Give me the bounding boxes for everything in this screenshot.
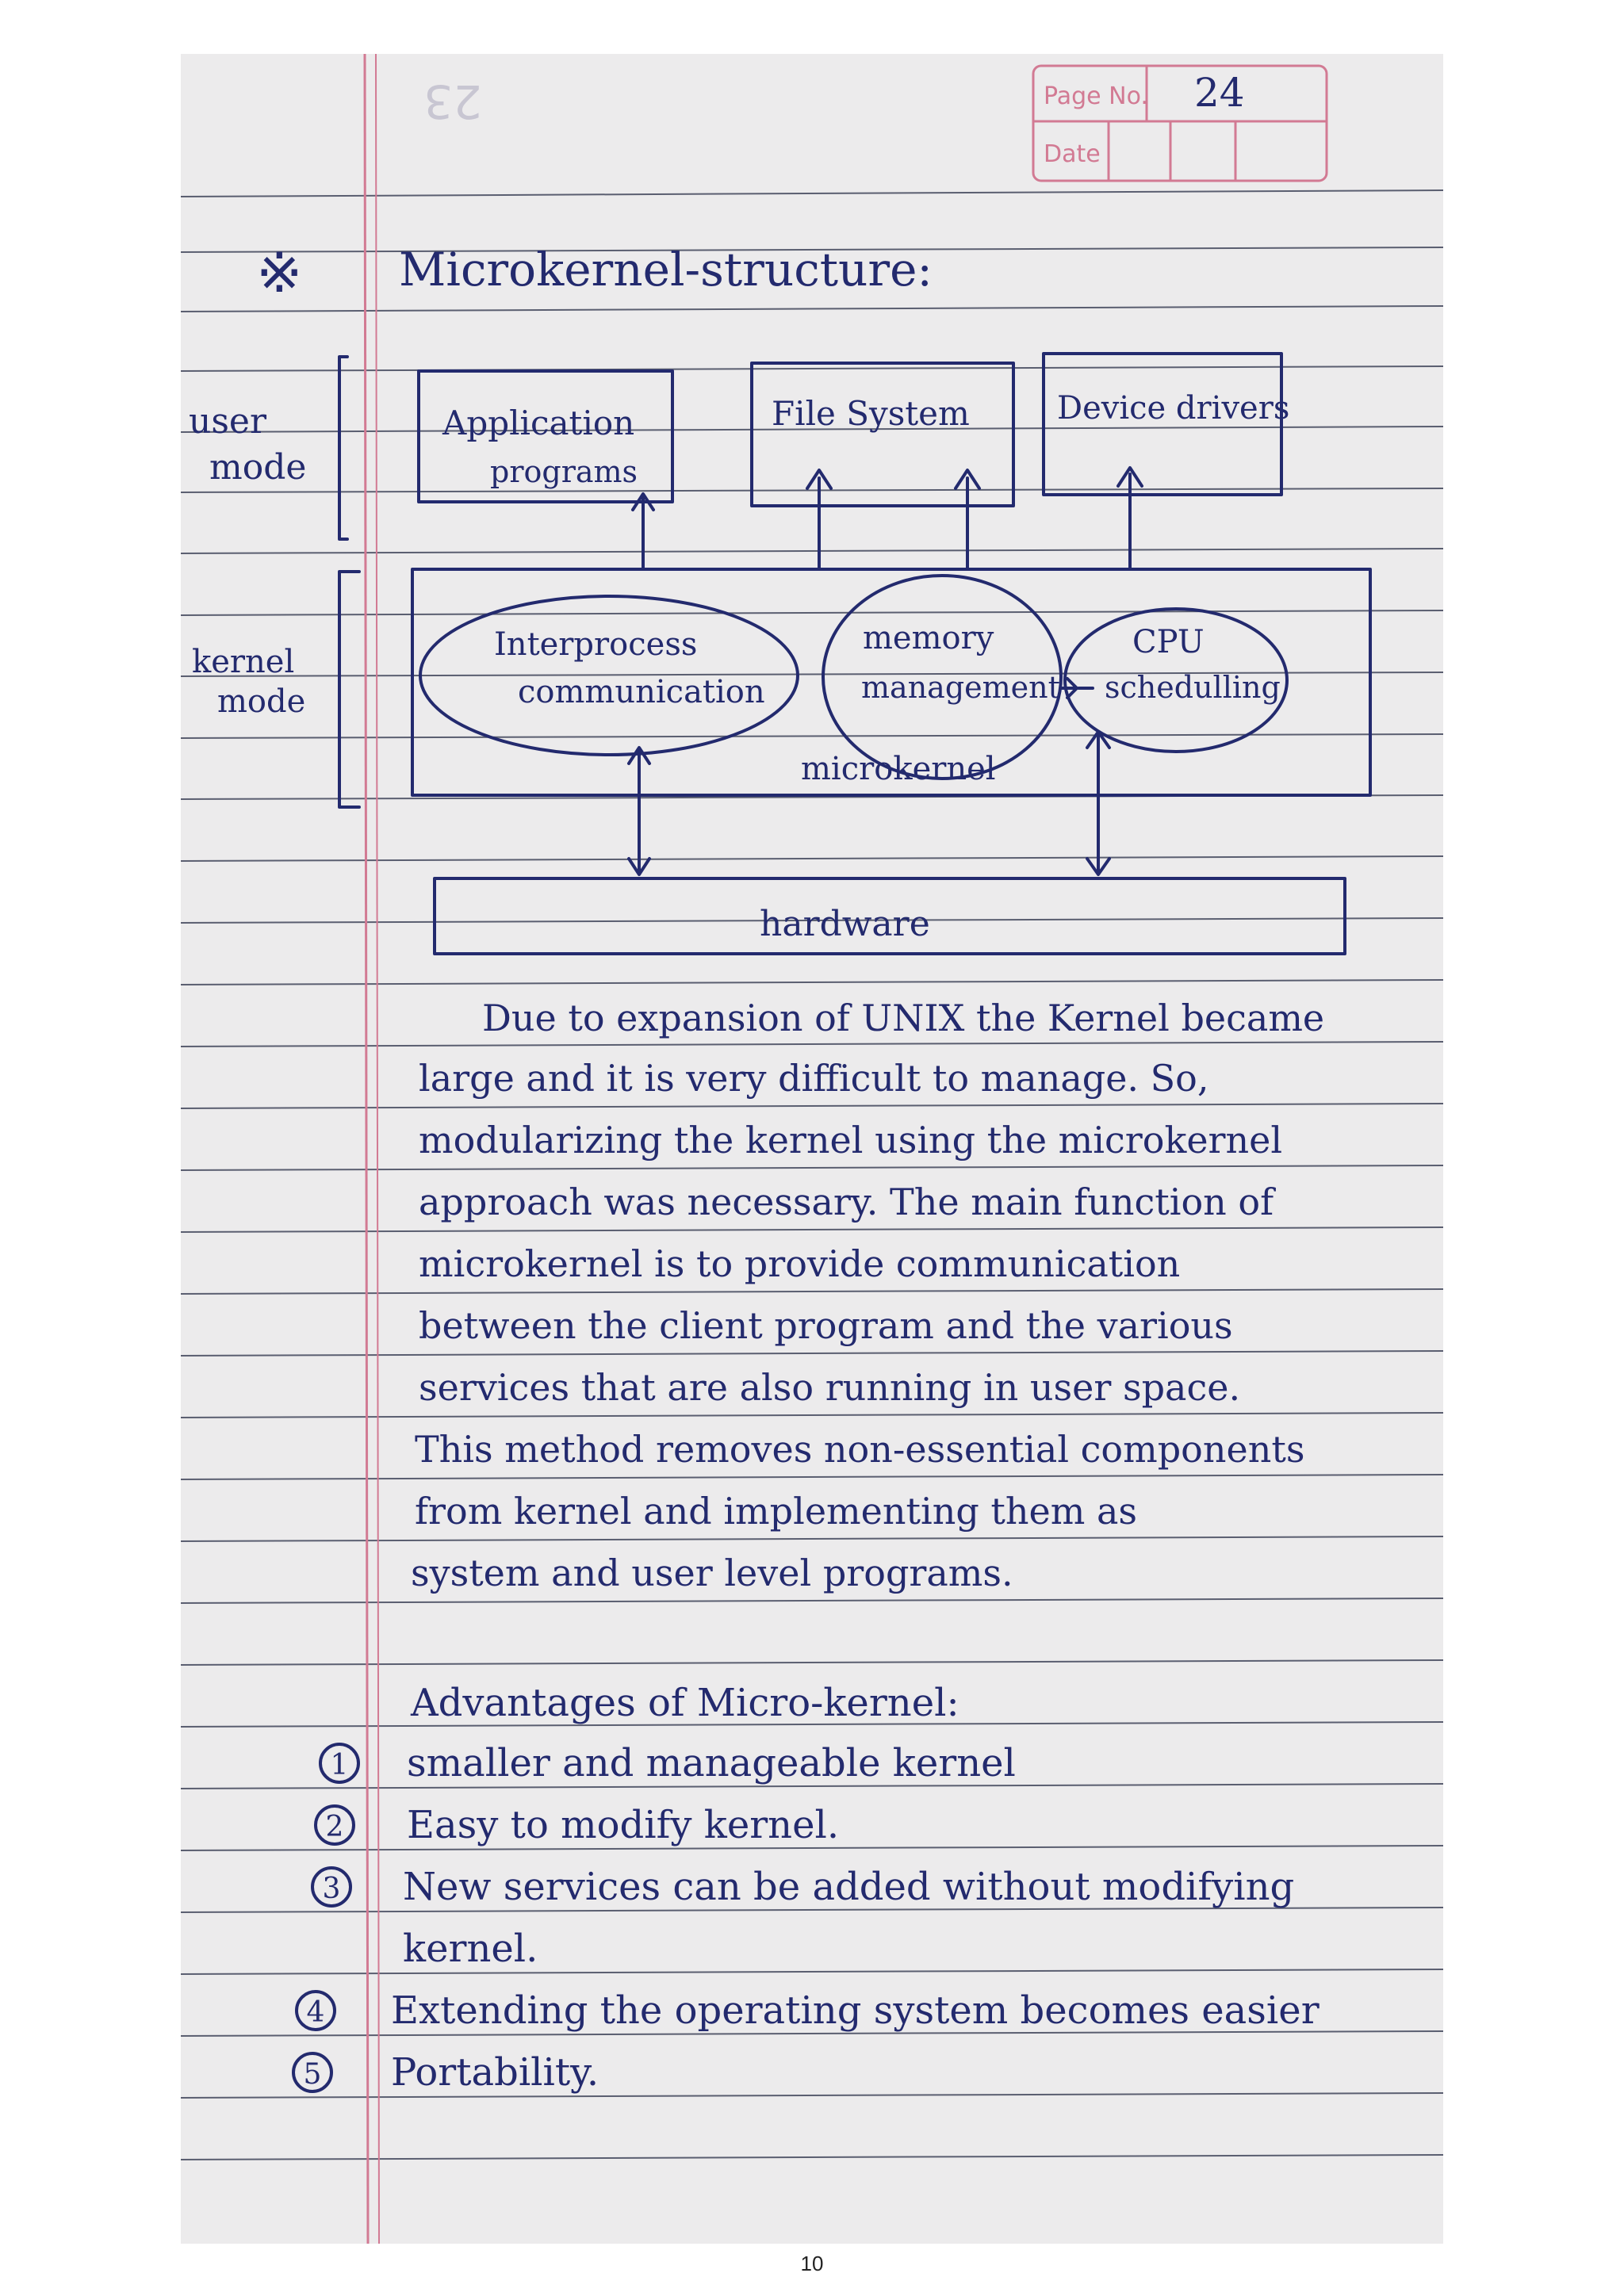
notebook-page-svg — [181, 54, 1443, 2244]
page-date-box — [1033, 66, 1327, 181]
app-box-label-2: programs — [490, 454, 638, 489]
app-box-label-1: Application — [442, 404, 635, 442]
microkernel-label: microkernel — [801, 751, 996, 787]
item-number: 3 — [322, 1873, 341, 1905]
item-number: 4 — [306, 1996, 325, 2029]
ipc-label-2: communication — [518, 674, 765, 710]
advantage-item: Portability. — [391, 2050, 599, 2095]
advantage-item: New services can be added without modifying — [403, 1865, 1295, 1909]
paragraph-line: modularizing the kernel using the microkernel — [419, 1119, 1283, 1161]
page-title: Microkernel-structure: — [399, 243, 933, 297]
advantages-title: Advantages of Micro-kernel: — [411, 1681, 959, 1725]
page-no-value: 24 — [1194, 70, 1245, 116]
paragraph-line: between the client program and the various — [419, 1304, 1233, 1347]
heading-mark: ※ — [256, 240, 303, 305]
user-mode-label-2: mode — [209, 447, 307, 488]
kernel-mode-label-2: mode — [217, 683, 306, 720]
notebook-page — [181, 54, 1443, 2244]
advantage-item: Extending the operating system becomes easier — [391, 1988, 1320, 2033]
user-mode-bracket — [339, 357, 347, 539]
paragraph-line: system and user level programs. — [411, 1552, 1013, 1594]
advantage-item: Easy to modify kernel. — [407, 1803, 840, 1847]
margin-lines — [365, 54, 379, 2244]
paragraph-line: services that are also running in user space. — [419, 1366, 1241, 1409]
paragraph-line: This method removes non-essential components — [415, 1428, 1305, 1471]
paragraph-line: Due to expansion of UNIX the Kernel became — [482, 997, 1325, 1039]
advantages-section — [293, 1681, 1320, 2095]
ghost-page-number: 23 — [423, 75, 482, 128]
paragraph-line: large and it is very difficult to manage. So, — [419, 1057, 1209, 1100]
page-no-label: Page No. — [1044, 82, 1148, 110]
cpu-label-2: schedulling — [1105, 670, 1281, 705]
item-number: 2 — [325, 1811, 344, 1843]
cpu-label-1: CPU — [1132, 624, 1205, 660]
item-number: 5 — [303, 2058, 322, 2091]
hardware-label: hardware — [760, 904, 930, 944]
advantage-item-continued: kernel. — [403, 1927, 538, 1971]
date-label: Date — [1044, 140, 1101, 168]
kernel-mode-label-1: kernel — [192, 644, 295, 680]
explanation-paragraph — [411, 997, 1324, 1594]
item-number: 1 — [330, 1749, 349, 1781]
file-system-box — [752, 363, 1013, 506]
paragraph-line: microkernel is to provide communication — [419, 1242, 1181, 1285]
paragraph-line: approach was necessary. The main function of — [419, 1181, 1274, 1223]
file-system-label: File System — [772, 394, 970, 433]
memory-label-2: management — [861, 670, 1060, 705]
kernel-mode-bracket — [339, 572, 359, 807]
paragraph-line: from kernel and implementing them as — [415, 1490, 1138, 1533]
device-drivers-label: Device drivers — [1057, 390, 1290, 427]
page-number-footer: 10 — [800, 2252, 824, 2275]
user-mode-label-1: user — [189, 401, 266, 442]
advantage-item: smaller and manageable kernel — [407, 1741, 1016, 1785]
memory-label-1: memory — [863, 620, 994, 656]
ipc-label-1: Interprocess — [494, 626, 698, 663]
